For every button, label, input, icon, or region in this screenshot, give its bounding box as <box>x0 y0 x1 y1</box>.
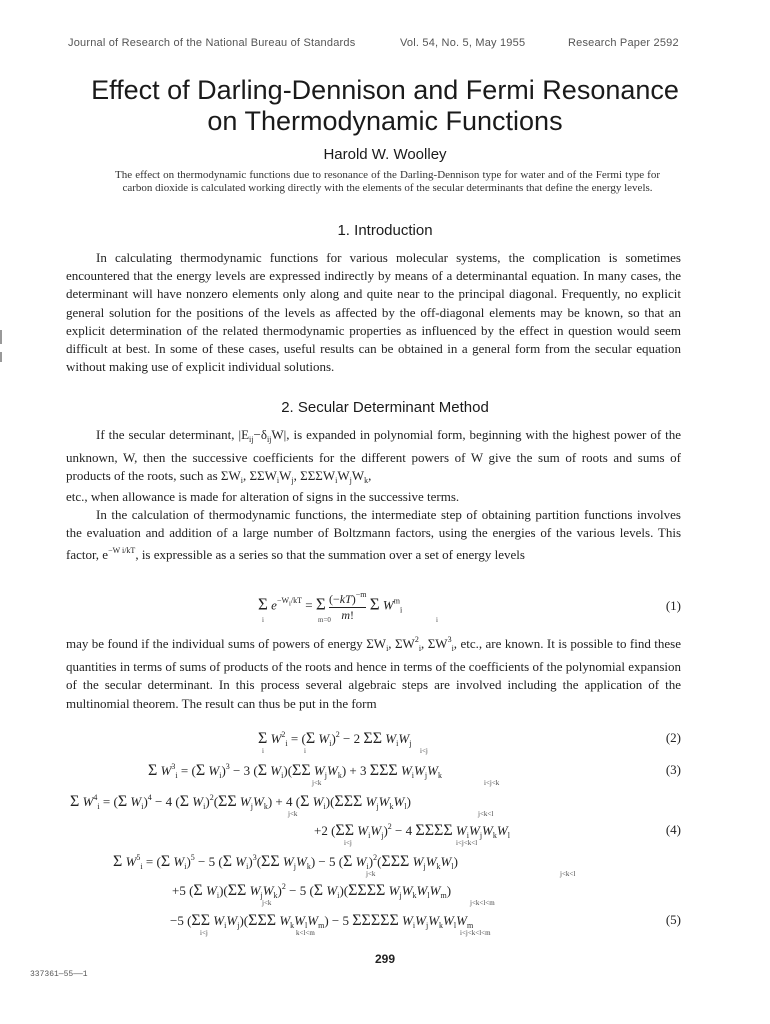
page-number: 299 <box>374 952 396 966</box>
eq1-limit-i2: i <box>436 616 438 624</box>
eq5-limit: i<j <box>200 929 208 937</box>
eq4-limit: i<j<k<l <box>456 839 478 847</box>
eq5-limit: j<k <box>366 870 376 878</box>
paper-number: Research Paper 2592 <box>568 37 679 49</box>
running-head <box>0 37 770 51</box>
author: Harold W. Woolley <box>323 146 447 163</box>
journal-name: Journal of Research of the National Bureau of Standards <box>68 37 356 49</box>
equation-1-number: (1) <box>665 598 681 613</box>
section-heading-introduction: 1. Introduction <box>337 222 433 239</box>
eq4-limit: i<j <box>344 839 352 847</box>
eq5-limit: j<k<l<m <box>470 899 495 907</box>
eq5-limit: j<k<l <box>560 870 576 878</box>
equation-4-line-2: +2 (ΣΣ $W_iW_j)^2 - 4$ ΣΣΣΣ $W_iW_jW_kW_l$ <box>314 822 510 840</box>
intro-paragraph: In calculating thermodynamic functions for various molecular systems, the complication is sometimes encountered that the energy levels are expressed indirectly by means of a determinantal equation. In many cases, the determinant will have nonzero elements only along and quite near to the principal diagonal. Frequently, no explicit general solution for the positions of the levels as affected by the off-diagonal elements may be known, so that an explicit determination of the related thermodynamic properties as influenced by the effect in question would seem difficult at best. In some of these cases, useful results can be obtained in a general form from the secular equation without making use of explicit individual solutions. <box>66 250 681 375</box>
title-line-1: Effect of Darling-Dennison and Fermi Resonance <box>91 75 679 105</box>
eq2-limit: i <box>304 747 306 755</box>
eq3-limit: j<k <box>312 779 322 787</box>
equation-5-line-1: Σ $W^5_i = (\Sigma$ $W_i)^5 - 5$ (Σ $W_i)^3(\Sigma\Sigma$ $W_jW_k) - 5$ (Σ $W_i)^2(\Sigma\Sigma\Sigma$ $W_jW_kW_l$) <box>113 853 458 871</box>
title-line-2: on Thermodynamic Functions <box>207 106 563 136</box>
print-code: 337361—55——1 <box>30 970 88 979</box>
margin-mark <box>0 330 2 344</box>
equation-5-line-2: +5 (Σ $W_i)(\Sigma\Sigma$ $W_jW_k)^2 - 5$ (Σ $W_i)(\Sigma\Sigma\Sigma\Sigma$ $W_jW_kW_lW_m$) <box>172 882 452 900</box>
eq1-limit-i: i <box>262 616 264 624</box>
eq5-limit: j<k <box>262 899 272 907</box>
margin-mark <box>0 352 2 362</box>
equation-3-number: (3) <box>665 762 681 777</box>
equation-4-number: (4) <box>665 822 681 837</box>
secular-paragraph-2: In the calculation of thermodynamic functions, the intermediate step of obtaining partition functions involves the evaluation and addition of a large number of Boltzmann factors, using the energies of the various levels. This factor, $e^{-W i/kT}$, is expressible as a series so that the summation over a set of energy levels <box>66 507 681 563</box>
volume-issue: Vol. 54, No. 5, May 1955 <box>400 37 526 49</box>
eq5-limit: k<l<m <box>296 929 315 937</box>
paper-title <box>40 75 730 137</box>
equation-2-number: (2) <box>665 730 681 745</box>
eq3-limit: i<j<k <box>484 779 500 787</box>
section-heading-secular-method: 2. Secular Determinant Method <box>281 399 489 416</box>
abstract: The effect on thermodynamic functions due to resonance of the Darling-Dennison type for water and of the Fermi type for carbon dioxide is calculated working directly with the elements of the secular determinants that define the energy levels. <box>115 169 660 194</box>
secular-paragraph-1: If the secular determinant, $|E_{ij}-\delta_{ij}W|$, is expanded in polynomial form, beginning with the highest power of the unknown, W, then the successive coefficients for the different powers of W give the sum of roots and sums of products of the roots, such as $\Sigma W_i$, $\Sigma\Sigma W_iW_j$, $\Sigma\Sigma\Sigma W_iW_jW_k$, <box>66 427 681 486</box>
eq5-limit: i<j<k<l<m <box>460 929 491 937</box>
eq1-limit-m: m=0 <box>318 616 331 624</box>
equation-1: Σ $e^{-W_i/kT} = \Sigma$ $\frac{(-kT)^{-m}}{m!}$ Σ $W^m_i$ <box>258 590 403 622</box>
equation-3: Σ $W^3_i = (\Sigma$ $W_i)^3 - 3$ (Σ $W_i)(\Sigma\Sigma$ $W_jW_k) + 3$ ΣΣΣ $W_iW_jW_k$ <box>148 762 442 780</box>
equation-2: Σ $W^2_i = (\Sigma$ $W_i)^2 - 2$ ΣΣ $W_iW_j$ <box>258 730 412 748</box>
secular-paragraph-3: may be found if the individual sums of powers of energy $\Sigma W_i$, $\Sigma W^2_i$, $\Sigma W^3_i$, etc., are known. It is possible to find these quantities in terms of sums of products of the roots and hence in terms of the coefficients of the polynomial expansion of the secular determinant. In this process several algebraic steps are involved including the application of the multinomial theorem. The result can thus be put in the form <box>66 635 681 711</box>
equation-5-line-3: −5 (ΣΣ $W_iW_j)(\Sigma\Sigma\Sigma$ $W_kW_lW_m) - 5$ ΣΣΣΣΣ $W_iW_jW_kW_lW_m$ <box>170 912 474 930</box>
eq4-limit: j<k<l <box>478 810 494 818</box>
eq4-limit: j<k <box>288 810 298 818</box>
eq2-limit: i <box>262 747 264 755</box>
equation-5-number: (5) <box>665 912 681 927</box>
eq2-limit: i<j <box>420 747 428 755</box>
equation-4-line-1: Σ $W^4_i = (\Sigma$ $W_i)^4 - 4$ (Σ $W_i)^2(\Sigma\Sigma$ $W_jW_k) + 4$ (Σ $W_i)(\Sigma\Sigma\Sigma$ $W_jW_kW_l$) <box>70 793 411 811</box>
secular-paragraph-1-tail: etc., when allowance is made for alteration of signs in the successive terms. <box>66 489 460 504</box>
